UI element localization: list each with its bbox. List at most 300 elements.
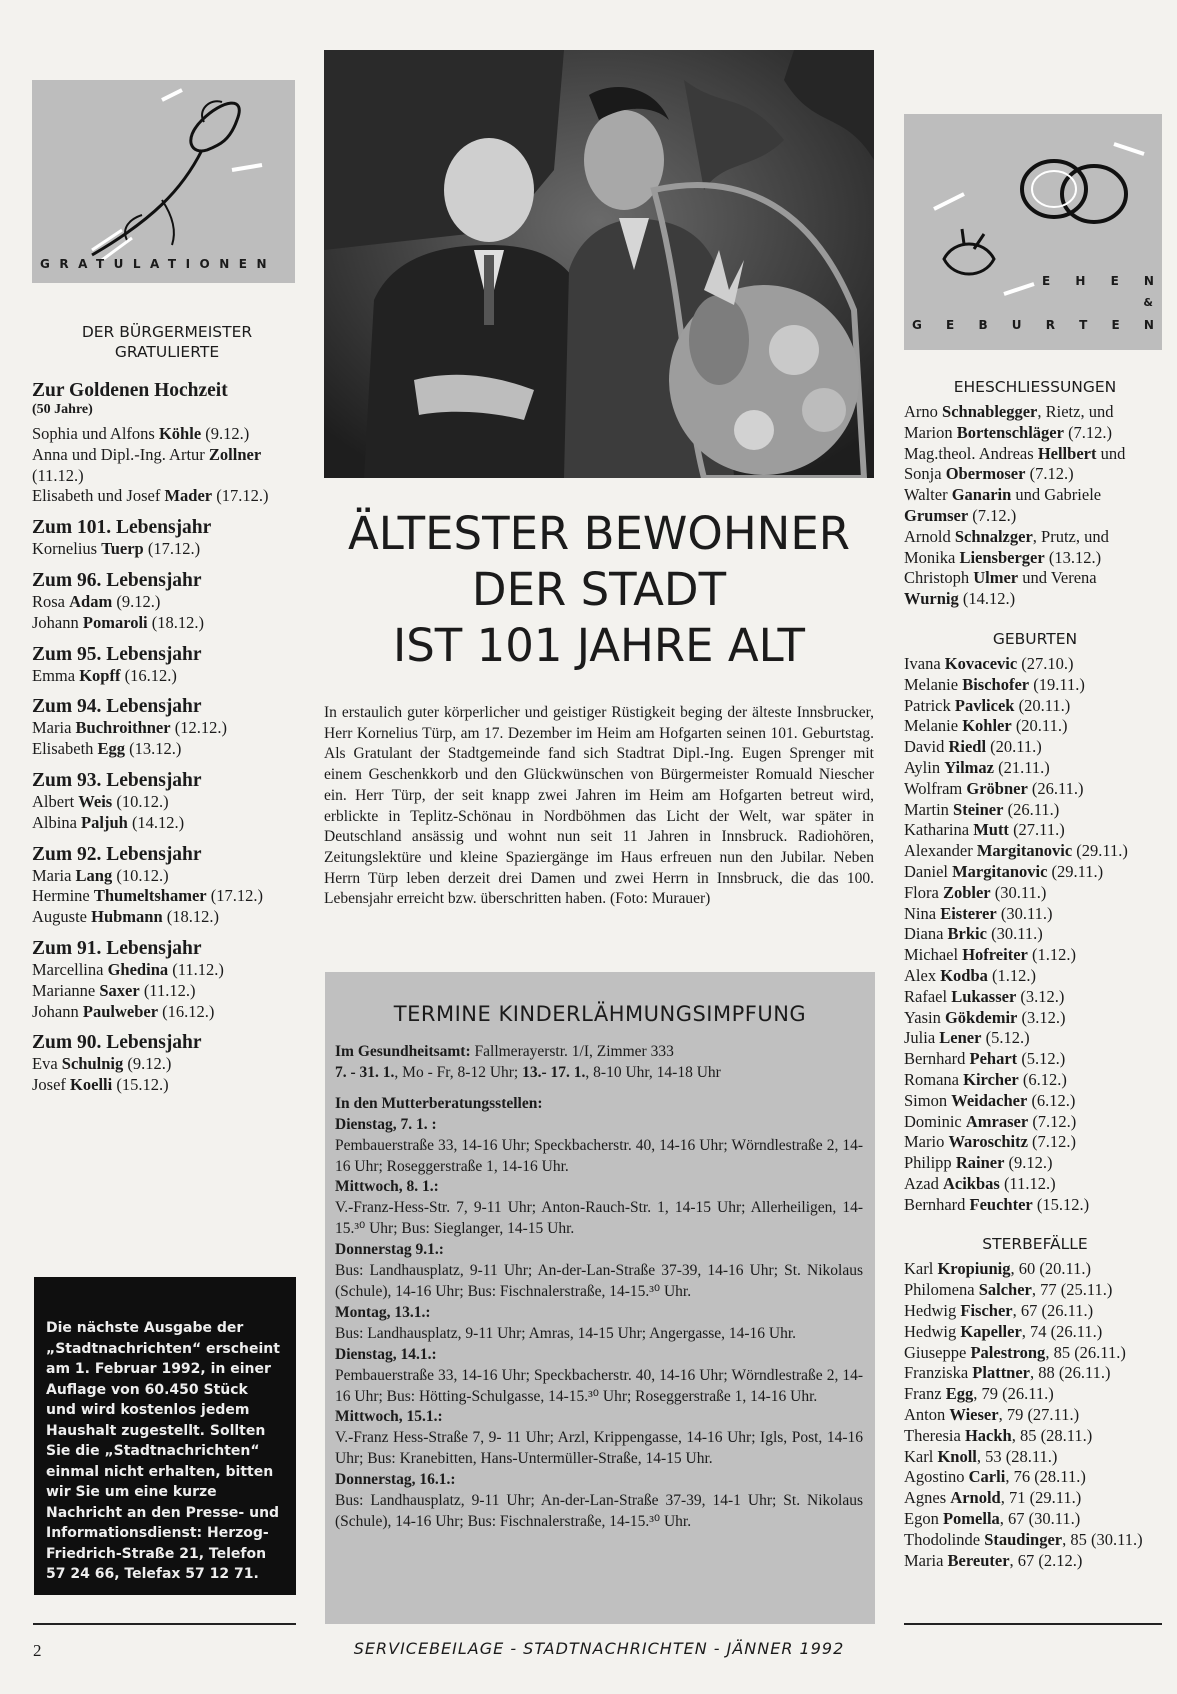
- list-item: [904, 1301, 1166, 1322]
- entry-text: , 79 (26.11.): [973, 1384, 1054, 1404]
- list-item: [904, 779, 1166, 800]
- entry-text: , 79 (27.11.): [998, 1405, 1080, 1425]
- entry-name-bold: Pomaroli: [82, 612, 148, 632]
- entry-text: (13.12.): [125, 739, 182, 759]
- schedule-text: Pembauerstraße 33, 14-16 Uhr; Speckbacherstr. 40, 14-16 Uhr; Wörndlestraße 2, 14-16 Uhr; Roseggerstraße 1, 14-16 Uhr.: [335, 1136, 863, 1175]
- schedule-heading: Montag, 13.1.:: [335, 1303, 431, 1321]
- entry-text: (15.12.): [1032, 1194, 1090, 1214]
- list-item: [904, 1363, 1166, 1384]
- entry-text: Anton: [904, 1405, 950, 1425]
- entry-text: Bernhard: [904, 1194, 970, 1214]
- schedule-text: Pembauerstraße 33, 14-16 Uhr; Speckbacherstr. 40, 14-16 Uhr; Wörndlestraße 2, 14-16 Uhr; Bus: Hötting-Schulgasse, 14-15.³⁰ Uhr; Roseggerstraße 1, 14-16 Uhr.: [335, 1366, 863, 1405]
- schedule-heading: Dienstag, 7. 1. :: [335, 1115, 437, 1133]
- entry-text: Monika: [904, 547, 960, 567]
- vaccination-dates-list: [335, 1042, 863, 1533]
- entry-text: Elisabeth und Josef: [32, 486, 165, 506]
- entry-name-bold: Obermoser: [945, 464, 1026, 484]
- schedule-line: [335, 1198, 863, 1240]
- entry-text: Christoph: [904, 568, 974, 588]
- entry-text: (1.12.): [1027, 945, 1076, 965]
- entry-name-bold: Steiner: [953, 799, 1004, 819]
- entry-name-bold: Mader: [164, 486, 213, 506]
- entry-text: und Gabriele: [1011, 485, 1102, 505]
- list-item: [904, 1384, 1166, 1405]
- entry-text: (17.12.): [143, 539, 201, 559]
- rings-illustration: [904, 114, 1162, 350]
- entry-text: Mag.theol. Andreas: [904, 443, 1038, 463]
- list-item: [904, 1405, 1166, 1426]
- entry-name-bold: Grumser: [904, 505, 969, 525]
- entry-text: (19.11.): [1029, 674, 1085, 694]
- entry-text: Auguste: [32, 907, 92, 927]
- category-title: Zum 92. Lebensjahr: [32, 843, 202, 865]
- entry-text: Mario: [904, 1132, 949, 1152]
- headline-line: DER STADT: [471, 563, 727, 616]
- entry-text: Sonja: [904, 464, 946, 484]
- entry-text: Agnes: [904, 1488, 951, 1508]
- schedule-heading: Donnerstag 9.1.:: [335, 1241, 444, 1259]
- list-item: [904, 1112, 1166, 1133]
- schedule-line: [335, 1303, 863, 1324]
- list-item: [32, 886, 304, 907]
- entry-name-bold: Gökdemir: [944, 1007, 1018, 1027]
- entry-text: , 74 (26.11.): [1021, 1321, 1103, 1341]
- entry-text: (10.12.): [112, 791, 169, 811]
- entry-text: (15.12.): [112, 1075, 169, 1095]
- list-item: [904, 945, 1166, 966]
- schedule-heading: 13.- 17. 1.: [522, 1063, 586, 1081]
- list-item: [904, 862, 1166, 883]
- entry-name-bold: Thumeltshamer: [93, 886, 207, 906]
- entry-text: (30.11.): [990, 882, 1047, 902]
- footer-rule-left: [33, 1623, 296, 1625]
- list-item: [904, 589, 1166, 610]
- category-title: Zum 94. Lebensjahr: [32, 696, 202, 718]
- entry-name-bold: Kodba: [940, 965, 988, 985]
- schedule-line: [335, 1470, 863, 1491]
- list-item: [32, 960, 304, 981]
- ehen-geburten-banner: [904, 114, 1162, 350]
- column-subhead: DER BÜRGERMEISTER GRATULIERTE: [81, 323, 253, 361]
- gratulationen-banner: [32, 80, 295, 283]
- entry-text: Karl: [904, 1446, 938, 1466]
- list-item: [904, 402, 1166, 423]
- schedule-line: [335, 1240, 863, 1261]
- banner-letter: R: [1045, 318, 1055, 332]
- entry-text: (9.12.): [123, 1054, 172, 1074]
- entry-text: , 71 (29.11.): [1000, 1488, 1082, 1508]
- next-issue-notice: [34, 1277, 296, 1595]
- footer-title: SERVICEBEILAGE - STADTNACHRICHTEN - JÄNNER 1992: [353, 1639, 845, 1658]
- section-title: GEBURTEN: [992, 629, 1078, 648]
- list-item: [904, 987, 1166, 1008]
- list-item: [904, 1049, 1166, 1070]
- list-item: [904, 904, 1166, 925]
- entry-text: (27.11.): [1008, 820, 1065, 840]
- banner-letter: U: [1011, 318, 1022, 332]
- entry-name-bold: Schnablegger: [942, 402, 1038, 421]
- entry-text: (26.11.): [1003, 799, 1060, 819]
- entry-name-bold: Pomella: [942, 1509, 1000, 1529]
- entry-name-bold: Liensberger: [959, 547, 1045, 567]
- entry-text: Johann: [32, 1001, 83, 1021]
- entry-text: Eva: [32, 1054, 62, 1074]
- entry-text: Franziska: [904, 1363, 973, 1383]
- entry-text: Ivana: [904, 653, 945, 673]
- entry-text: (11.12.): [168, 959, 224, 979]
- list-item: [904, 548, 1166, 569]
- entry-name-bold: Staudinger: [984, 1529, 1063, 1549]
- entry-name-bold: Eisterer: [940, 903, 997, 923]
- entry-name-bold: Kopff: [79, 665, 121, 685]
- category-title: Zum 101. Lebensjahr: [32, 517, 212, 539]
- entry-text: Arnold: [904, 526, 955, 546]
- entry-text: Kornelius: [32, 539, 102, 559]
- list-item: [32, 1002, 304, 1023]
- entry-text: (11.12.): [139, 980, 196, 1000]
- vaccination-dates-box: [325, 972, 875, 1624]
- entry-name-bold: Ganarin: [951, 485, 1012, 505]
- list-item: [904, 883, 1166, 904]
- schedule-heading: Donnerstag, 16.1.:: [335, 1471, 456, 1489]
- entry-name-bold: Margitanovic: [976, 841, 1073, 861]
- entry-text: Philomena: [904, 1280, 979, 1300]
- list-item: [904, 820, 1166, 841]
- list-item: [904, 1467, 1166, 1488]
- list-item: [32, 613, 304, 634]
- entry-name-bold: Waroschitz: [948, 1132, 1028, 1152]
- entry-text: Giuseppe: [904, 1342, 971, 1362]
- schedule-text: , 8-10 Uhr, 14-18 Uhr: [585, 1063, 721, 1081]
- entry-text: Philipp: [904, 1153, 956, 1173]
- list-item: [32, 486, 304, 507]
- list-item: [904, 568, 1166, 589]
- entry-text: Hedwig: [904, 1301, 961, 1321]
- list-item: [904, 966, 1166, 987]
- entry-name-bold: Lukasser: [951, 986, 1017, 1006]
- entry-name-bold: Buchroithner: [75, 718, 171, 738]
- vaccination-dates-title: TERMINE KINDERLÄHMUNGSIMPFUNG: [393, 1002, 807, 1026]
- entry-text: Alex: [904, 965, 941, 985]
- list-item: [904, 1153, 1166, 1174]
- entry-name-bold: Amraser: [965, 1111, 1029, 1131]
- banner-letter: G: [912, 318, 922, 332]
- entry-text: Diana: [904, 924, 948, 944]
- category-subtitle: (50 Jahre): [32, 402, 93, 417]
- entry-name-bold: Gröbner: [966, 778, 1028, 798]
- entry-text: , 76 (28.11.): [1005, 1467, 1086, 1487]
- schedule-line: [335, 1428, 863, 1470]
- entry-text: Simon: [904, 1090, 952, 1110]
- list-item: [904, 654, 1166, 675]
- entry-name-bold: Paljuh: [81, 812, 128, 832]
- schedule-line: [335, 1407, 863, 1428]
- schedule-heading: Mittwoch, 8. 1.:: [335, 1178, 439, 1196]
- entry-text: (3.12.): [1017, 1007, 1066, 1027]
- entry-name-bold: Lang: [75, 865, 113, 885]
- entry-text: (30.11.): [986, 924, 1043, 944]
- entry-text: Walter: [904, 485, 952, 505]
- category-title: Zum 90. Lebensjahr: [32, 1032, 202, 1054]
- entry-text: Marion: [904, 422, 957, 442]
- entry-name-bold: Paulweber: [82, 1001, 159, 1021]
- entry-name-bold: Salcher: [978, 1280, 1032, 1300]
- photo-jubilar: [324, 50, 874, 478]
- entry-text: und Verena: [1018, 568, 1097, 588]
- entry-text: Melanie: [904, 716, 963, 736]
- entry-text: (5.12.): [1017, 1049, 1066, 1069]
- list-item: [904, 758, 1166, 779]
- schedule-heading: Im Gesundheitsamt:: [335, 1043, 471, 1060]
- entry-name-bold: Carli: [968, 1467, 1006, 1487]
- banner-ampersand: &: [1143, 296, 1153, 309]
- entry-name-bold: Rainer: [955, 1153, 1005, 1173]
- list-item: [904, 1447, 1166, 1468]
- entry-text: , Prutz, und: [1032, 526, 1109, 546]
- schedule-line: [335, 1177, 863, 1198]
- banner-row-geburten: [912, 318, 1154, 332]
- article-body: In erstaulich guter körperlicher und geistiger Rüstigkeit beging der älteste Innsbrucker, Herr Kornelius Türp, am 17. Dezember im Heim am Hofgarten seinen 101. Geburtstag. Als Gratulant der Stadtgemeinde fand sich Stadtrat Dipl.-Ing. Eugen Sprenger mit einem Geschenkkorb und den Glückwünschen von Bürgermeister Romuald Niescher ein. Herr Türp, der seit knapp zwei Jahren im Heim am Hofgarten betreut wird, erblickte in Teplitz-Schönau in Nordböhmen das Licht der Welt, war später in Deutschland ansässig und wohnt nun seit 11 Jahren in Innsbruck. Radiohören, Zeitungslektüre und kleine Spaziergänge im Haus erfreuen nun den Jubilar. Neben Herrn Türp leben derzeit drei Damen und zwei Herrn in Innsbruck, die das 100. Lebensjahr erreicht bzw. überschritten haben. (Foto: Murauer): [324, 704, 874, 908]
- entry-name-bold: Saxer: [99, 980, 140, 1000]
- list-item: [32, 1075, 304, 1096]
- entry-text: Theresia: [904, 1425, 965, 1445]
- banner-letter: N: [1143, 318, 1154, 332]
- entry-text: Romana: [904, 1069, 964, 1089]
- entry-text: Wolfram: [904, 778, 967, 798]
- banner-row-ehen: [1042, 274, 1154, 288]
- entry-name-bold: Pavlicek: [954, 695, 1015, 715]
- banner-letter: E: [1042, 274, 1051, 288]
- entry-text: (18.12.): [147, 612, 205, 632]
- entry-text: Thodolinde: [904, 1529, 985, 1549]
- schedule-text: V.-Franz-Hess-Str. 7, 9-11 Uhr; Anton-Rauch-Str. 1, 14-15 Uhr; Allerheiligen, 14-15.³⁰ Uhr; Bus: Sieglanger, 14-15 Uhr.: [335, 1199, 863, 1238]
- entry-name-bold: Zollner: [208, 444, 262, 464]
- list-item: [904, 1280, 1166, 1301]
- entry-name-bold: Bereuter: [947, 1550, 1010, 1570]
- list-item: [904, 464, 1166, 485]
- entry-text: Alexander: [904, 841, 977, 861]
- entry-text: Sophia und Alfons: [32, 424, 159, 443]
- entry-text: Albert: [32, 791, 79, 811]
- entry-text: (20.11.): [1011, 716, 1068, 736]
- schedule-line: [335, 1115, 863, 1136]
- schedule-line: [335, 1261, 863, 1303]
- entry-text: Daniel: [904, 861, 953, 881]
- list-item: [904, 1509, 1166, 1530]
- list-item: [904, 1322, 1166, 1343]
- entry-name-bold: Kohler: [962, 716, 1012, 736]
- footer-rule-right: [904, 1623, 1162, 1625]
- entry-name-bold: Pehart: [969, 1049, 1018, 1069]
- list-item: [32, 539, 304, 560]
- list-item: [904, 485, 1166, 506]
- entry-text: (13.12.): [1044, 547, 1102, 567]
- banner-letter: H: [1075, 274, 1086, 288]
- list-item: [904, 800, 1166, 821]
- entry-text: (7.12.): [1027, 1132, 1077, 1152]
- entry-text: (29.11.): [1047, 861, 1104, 881]
- entry-name-bold: Acikbas: [942, 1173, 1000, 1193]
- entry-name-bold: Riedl: [948, 737, 987, 757]
- entry-text: (12.12.): [170, 718, 227, 738]
- entry-text: , 85 (30.11.): [1062, 1529, 1143, 1549]
- entry-text: (7.12.): [1025, 464, 1074, 484]
- entry-text: (16.12.): [158, 1001, 215, 1021]
- entry-name-bold: Yilmaz: [944, 757, 994, 777]
- entry-text: Aylin: [904, 757, 945, 777]
- entry-text: Maria: [32, 718, 76, 738]
- headline-line: ÄLTESTER BEWOHNER: [347, 507, 851, 560]
- entry-text: , 60 (20.11.): [1010, 1259, 1092, 1279]
- list-item: [904, 1132, 1166, 1153]
- list-item: [904, 675, 1166, 696]
- schedule-line: [335, 1491, 863, 1533]
- entry-text: Emma: [32, 665, 80, 685]
- list-item: [904, 506, 1166, 527]
- list-item: [904, 527, 1166, 548]
- schedule-line: [335, 1324, 863, 1345]
- entry-text: Anna und Dipl.-Ing. Artur: [32, 444, 209, 464]
- schedule-text: Bus: Landhausplatz, 9-11 Uhr; Amras, 14-15 Uhr; Angergasse, 14-16 Uhr.: [335, 1324, 797, 1342]
- schedule-heading: Dienstag, 14.1.:: [335, 1345, 437, 1363]
- entry-text: (3.12.): [1016, 986, 1065, 1006]
- entry-text: Katharina: [904, 820, 974, 840]
- list-item: [904, 841, 1166, 862]
- list-item: [904, 1551, 1166, 1572]
- entry-text: (21.11.): [994, 757, 1050, 777]
- category-title: Zum 96. Lebensjahr: [32, 569, 202, 591]
- entry-text: Yasin: [904, 1007, 945, 1027]
- schedule-text: Bus: Landhausplatz, 9-11 Uhr; An-der-Lan-Straße 37-39, 14-1 Uhr; St. Nikolaus (Schule), 14-16 Uhr; Bus: Fischnalerstraße, 14-15.³⁰ Uhr.: [335, 1492, 863, 1530]
- entry-text: , 67 (30.11.): [999, 1509, 1081, 1529]
- entry-text: Elisabeth: [32, 739, 98, 759]
- entry-text: (7.12.): [968, 505, 1017, 525]
- entry-name-bold: Feuchter: [969, 1194, 1033, 1214]
- entry-text: Arno: [904, 402, 943, 421]
- entry-name-bold: Hubmann: [91, 907, 163, 927]
- category-title: Zum 91. Lebensjahr: [32, 937, 202, 959]
- schedule-line: [335, 1345, 863, 1366]
- entry-text: , 53 (28.11.): [976, 1446, 1058, 1466]
- entry-name-bold: Egg: [945, 1384, 974, 1404]
- list-item: [32, 981, 304, 1002]
- banner-letter: N: [1143, 274, 1154, 288]
- list-item: [904, 1174, 1166, 1195]
- entry-text: Rosa: [32, 591, 70, 611]
- banner-letter: B: [978, 318, 988, 332]
- list-item: [904, 696, 1166, 717]
- list-item: [32, 792, 304, 813]
- entry-name-bold: Lener: [939, 1028, 982, 1048]
- entry-name-bold: Hellbert: [1037, 443, 1097, 463]
- entry-text: Hedwig: [904, 1321, 961, 1341]
- list-item: [904, 1488, 1166, 1509]
- entry-text: David: [904, 737, 949, 757]
- entry-text: (26.11.): [1027, 778, 1084, 798]
- entry-text: (11.12.): [32, 465, 84, 485]
- banner-letter: E: [1110, 274, 1119, 288]
- entry-name-bold: Plattner: [972, 1363, 1031, 1383]
- entry-name-bold: Schnalzger: [954, 526, 1033, 546]
- entry-text: Nina: [904, 903, 941, 923]
- list-item: [904, 1195, 1166, 1216]
- entry-text: , 77 (25.11.): [1031, 1280, 1113, 1300]
- entry-name-bold: Hofreiter: [962, 945, 1028, 965]
- entry-text: Rafael: [904, 986, 952, 1006]
- entry-text: Johann: [32, 612, 83, 632]
- entry-text: (1.12.): [987, 965, 1037, 985]
- list-item: [904, 924, 1166, 945]
- list-item: [904, 737, 1166, 758]
- entry-text: (9.12.): [201, 424, 250, 443]
- entry-text: Albina: [32, 812, 82, 832]
- tulip-illustration: [32, 80, 295, 283]
- category-list: [32, 380, 304, 1096]
- entry-name-bold: Kropiunig: [937, 1259, 1011, 1279]
- entry-name-bold: Knoll: [937, 1446, 977, 1466]
- entry-text: , 85 (26.11.): [1045, 1342, 1126, 1362]
- schedule-text: V.-Franz Hess-Straße 7, 9- 11 Uhr; Arzl, Krippengasse, 14-16 Uhr; Igls, Post, 14-16 Uhr; Bus: Kranebitten, Hans-Untermüller-Straße, 14-15 Uhr.: [335, 1429, 863, 1468]
- list-item: [32, 866, 304, 887]
- list-item: [904, 444, 1166, 465]
- entry-text: (6.12.): [1018, 1069, 1067, 1089]
- entry-name-bold: Schulnig: [61, 1054, 124, 1074]
- entry-name-bold: Bortenschläger: [956, 422, 1064, 442]
- list-item: [32, 445, 304, 487]
- headline-line: IST 101 JAHRE ALT: [392, 619, 806, 672]
- entry-text: (18.12.): [162, 907, 220, 927]
- schedule-line: [335, 1042, 863, 1063]
- entry-name-bold: Zobler: [942, 882, 991, 902]
- entry-text: , 85 (28.11.): [1011, 1425, 1093, 1445]
- entry-name-bold: Arnold: [950, 1488, 1001, 1508]
- entry-name-bold: Egg: [97, 739, 126, 759]
- list-item: [32, 813, 304, 834]
- list-item: [904, 1530, 1166, 1551]
- entry-text: (29.11.): [1072, 841, 1128, 861]
- entry-text: , 88 (26.11.): [1030, 1363, 1111, 1383]
- list-item: [32, 424, 304, 445]
- entry-name-bold: Brkic: [947, 924, 987, 944]
- entry-text: , 67 (2.12.): [1009, 1550, 1083, 1570]
- category-title: Zum 95. Lebensjahr: [32, 643, 202, 665]
- entry-text: Michael: [904, 945, 963, 965]
- entry-text: Marianne: [32, 980, 100, 1000]
- category-title: Zum 93. Lebensjahr: [32, 769, 202, 791]
- entry-text: (11.12.): [999, 1173, 1056, 1193]
- entry-text: Franz: [904, 1384, 946, 1404]
- entry-text: , 67 (26.11.): [1012, 1301, 1094, 1321]
- entry-name-bold: Wieser: [949, 1405, 999, 1425]
- entry-name-bold: Hackh: [964, 1425, 1012, 1445]
- photo-image: [324, 50, 874, 478]
- entry-text: (14.12.): [958, 589, 1016, 609]
- entry-text: Patrick: [904, 695, 955, 715]
- entry-text: Hermine: [32, 886, 94, 906]
- list-item: [32, 666, 304, 687]
- entry-text: (17.12.): [212, 486, 269, 506]
- entry-name-bold: Weis: [78, 791, 113, 811]
- list-item: [904, 1426, 1166, 1447]
- entry-text: (7.12.): [1028, 1111, 1077, 1131]
- entry-text: (9.12.): [112, 591, 161, 611]
- banner-label: GRATULATIONEN: [40, 257, 277, 271]
- entry-text: (20.11.): [986, 737, 1042, 757]
- entry-text: Martin: [904, 799, 954, 819]
- entry-name-bold: Tuerp: [101, 539, 144, 559]
- civil-register-column: [904, 378, 1166, 1571]
- list-item: [32, 1054, 304, 1075]
